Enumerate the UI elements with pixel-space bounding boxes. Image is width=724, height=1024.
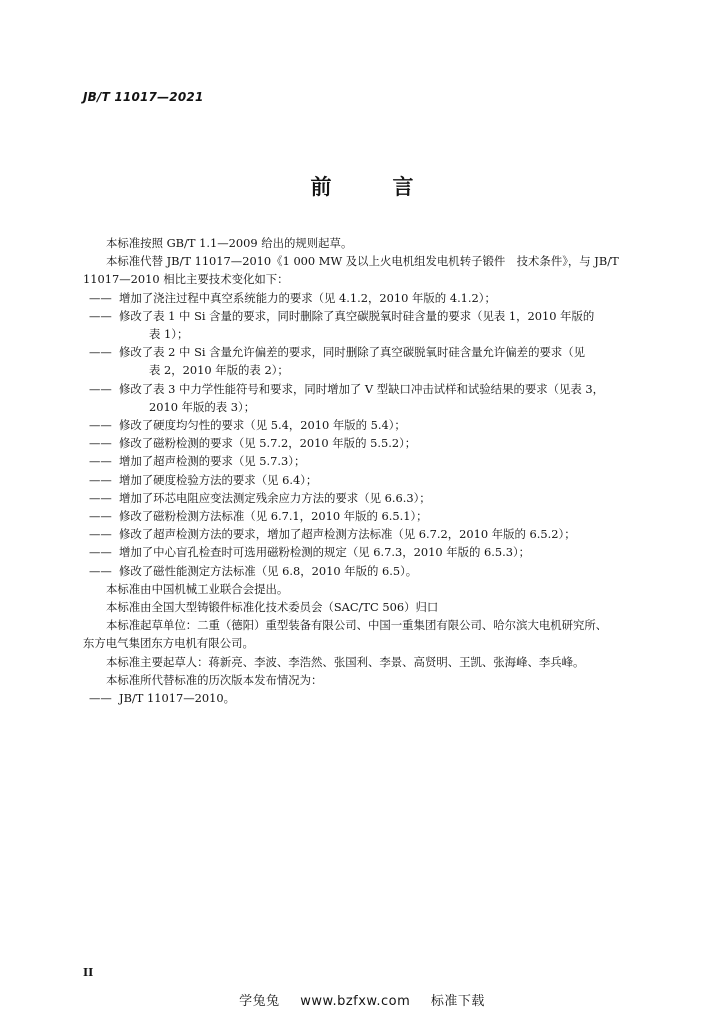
drafters-statement: 本标准主要起草人：蒋新亮、李波、李浩然、张国利、李景、高贤明、王凯、张海峰、李兵峰。 — [106, 654, 585, 669]
standard-code-header: JB/T 11017—2021 — [83, 90, 204, 104]
change-item — [89, 471, 643, 489]
change-text: 修改了硬度均匀性的要求（见 5.4，2010 年版的 5.4）； — [119, 418, 406, 433]
change-text: 增加了环芯电阻应变法测定残余应力方法的要求（见 6.6.3）； — [119, 490, 431, 505]
site-tagline: 标准下载 — [430, 994, 485, 1009]
change-item — [89, 507, 643, 525]
change-text: 修改了表 3 中力学性能符号和要求，同时增加了 V 型缺口冲击试样和试验结果的要求（见表 3， — [119, 381, 605, 396]
foreword-body — [83, 234, 643, 707]
change-item — [89, 525, 643, 543]
change-text: 增加了浇注过程中真空系统能力的要求（见 4.1.2，2010 年版的 4.1.2）； — [119, 290, 496, 305]
change-item — [89, 543, 643, 561]
dash-mark: —— — [89, 308, 112, 323]
change-text-continued: 2010 年版的表 3）； — [149, 399, 256, 414]
dash-mark: —— — [89, 345, 112, 360]
page-number: II — [83, 966, 94, 979]
change-text-continued: 表 1）； — [149, 327, 189, 342]
change-item — [89, 343, 643, 379]
site-name: 学兔兔 — [239, 994, 280, 1009]
change-item — [89, 489, 643, 507]
change-text: 修改了表 1 中 Si 含量的要求，同时删除了真空碳脱氧时硅含量的要求（见表 1，2010 年版的 — [119, 308, 595, 323]
dash-mark: —— — [89, 545, 112, 560]
change-text: 修改了磁粉检测的要求（见 5.7.2，2010 年版的 5.5.2）； — [119, 436, 417, 451]
dash-mark: —— — [89, 454, 112, 469]
drafting-units-line-1: 本标准起草单位：二重（德阳）重型装备有限公司、中国一重集团有限公司、哈尔滨大电机研究所、 — [106, 618, 608, 633]
changes-list — [83, 289, 643, 580]
change-item — [89, 416, 643, 434]
dash-mark: —— — [89, 509, 112, 524]
drafting-units-line-2: 东方电气集团东方电机有限公司。 — [83, 636, 254, 651]
change-text-continued: 表 2，2010 年版的表 2）； — [149, 363, 289, 378]
change-text: 增加了硬度检验方法的要求（见 6.4）； — [119, 472, 318, 487]
dash-mark: —— — [89, 490, 112, 505]
history-text: JB/T 11017—2010。 — [119, 691, 235, 706]
change-text: 修改了表 2 中 Si 含量允许偏差的要求，同时删除了真空碳脱氧时硅含量允许偏差的要求（见 — [119, 345, 586, 360]
dash-mark: —— — [89, 290, 112, 305]
change-text: 修改了磁性能测定方法标准（见 6.8，2010 年版的 6.5）。 — [119, 563, 418, 578]
page-title: 前 言 — [310, 175, 434, 199]
dash-mark: —— — [89, 381, 112, 396]
dash-mark: —— — [89, 527, 112, 542]
dash-mark: —— — [89, 472, 112, 487]
change-item — [89, 452, 643, 470]
change-item — [89, 380, 643, 416]
history-item — [89, 689, 643, 707]
change-item — [89, 307, 643, 343]
change-item — [89, 434, 643, 452]
change-text: 增加了中心盲孔检查时可选用磁粉检测的规定（见 6.7.3，2010 年版的 6.5.3）； — [119, 545, 531, 560]
change-item — [89, 289, 643, 307]
site-footer — [0, 990, 724, 1009]
site-url-link[interactable]: www.bzfxw.com — [300, 994, 411, 1009]
change-item — [89, 562, 643, 580]
dash-mark: —— — [89, 691, 112, 706]
change-text: 修改了超声检测方法的要求，增加了超声检测方法标准（见 6.7.2，2010 年版的 6.5.2）； — [119, 527, 576, 542]
committee-statement: 本标准由全国大型铸锻件标准化技术委员会（SAC/TC 506）归口 — [106, 600, 439, 615]
dash-mark: —— — [89, 563, 112, 578]
dash-mark: —— — [89, 418, 112, 433]
change-text: 增加了超声检测的要求（见 5.7.3）； — [119, 454, 306, 469]
dash-mark: —— — [89, 436, 112, 451]
change-text: 修改了磁粉检测方法标准（见 6.7.1，2010 年版的 6.5.1）； — [119, 509, 428, 524]
intro-line-2: 本标准代替 JB/T 11017—2010《1 000 MW 及以上火电机组发电机转子锻件 技术条件》，与 JB/T 11017—2010 相比主要技术变化如下： — [83, 254, 619, 287]
intro-line-1: 本标准按照 GB/T 1.1—2009 给出的规则起草。 — [106, 236, 353, 250]
proposer-statement: 本标准由中国机械工业联合会提出。 — [106, 581, 289, 596]
history-intro: 本标准所代替标准的历次版本发布情况为： — [106, 672, 323, 687]
